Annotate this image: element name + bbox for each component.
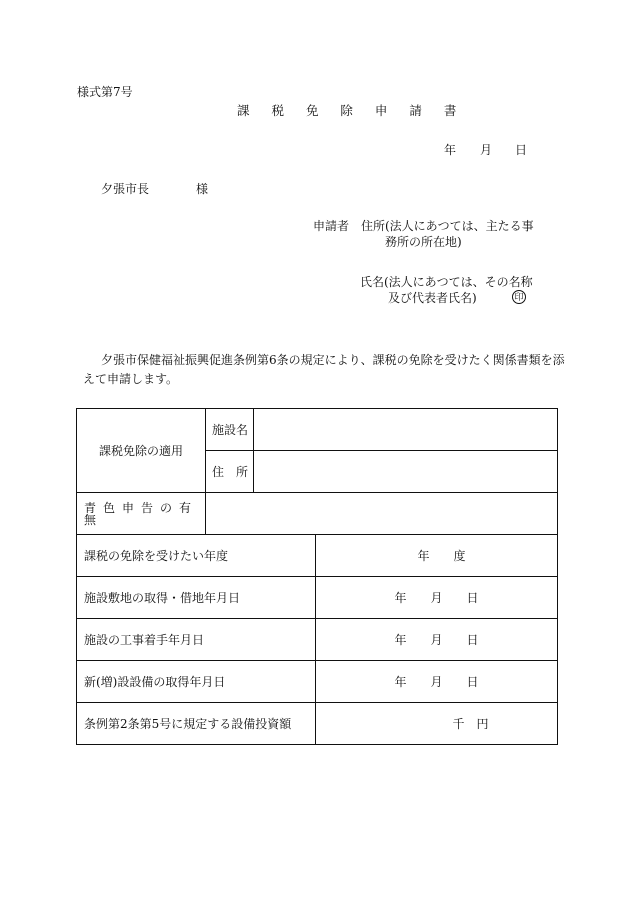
equipment-acquisition-date-value: 年 月 日 — [394, 674, 479, 689]
application-label-cell — [77, 409, 206, 493]
table-row — [77, 661, 558, 703]
construction-start-date-field[interactable] — [316, 619, 558, 661]
table-row — [77, 703, 558, 745]
document-title: 課 税 免 除 申 請 書 — [237, 103, 466, 118]
exemption-year-field[interactable] — [316, 535, 558, 577]
body-line1: 夕張市保健福祉振興促進条例第6条の規定により、課税の免除を受けたく関係書類を添 — [101, 353, 565, 367]
exemption-year-label: 課税の免除を受けたい年度 — [84, 548, 229, 563]
blue-return-row — [77, 493, 558, 535]
equipment-acquisition-label-cell — [77, 661, 316, 703]
blue-return-field[interactable] — [206, 493, 558, 535]
applicant-label: 申請者 — [313, 219, 350, 233]
date-month: 月 — [480, 143, 493, 157]
blue-return-label-cell — [77, 493, 206, 535]
address-field[interactable] — [254, 451, 558, 493]
site-acquisition-label-cell — [77, 577, 316, 619]
equipment-acquisition-date-field[interactable] — [316, 661, 558, 703]
application-label: 課税免除の適用 — [98, 443, 183, 458]
construction-start-label: 施設の工事着手年月日 — [84, 632, 205, 647]
body-line2: えて申請します。 — [83, 372, 179, 386]
applicant-name-line2: 及び代表者氏名) — [388, 291, 477, 305]
application-table — [76, 408, 558, 745]
addressee-honorific: 様 — [196, 182, 209, 196]
construction-start-date-value: 年 月 日 — [394, 632, 479, 647]
site-acquisition-date-field[interactable] — [316, 577, 558, 619]
seal-mark — [512, 290, 526, 304]
address-label-cell — [206, 451, 254, 493]
investment-amount-label-cell — [77, 703, 316, 745]
table-row — [77, 577, 558, 619]
applicant-address-line2: 務所の所在地) — [385, 235, 462, 249]
site-acquisition-label: 施設敷地の取得・借地年月日 — [84, 590, 241, 605]
address-label: 住 所 — [212, 464, 249, 479]
blue-return-label: 青色申告の有無 — [84, 500, 199, 527]
investment-amount-field[interactable] — [316, 703, 558, 745]
investment-amount-label: 条例第2条第5号に規定する設備投資額 — [84, 716, 292, 731]
form-number: 様式第7号 — [77, 85, 133, 99]
applicant-name-line1: 氏名(法人にあつては、その名称 — [360, 275, 533, 289]
site-acquisition-date-value: 年 月 日 — [394, 590, 479, 605]
date-day: 日 — [515, 143, 528, 157]
facility-name-field[interactable] — [254, 409, 558, 451]
table-row — [77, 619, 558, 661]
date-year: 年 — [444, 143, 457, 157]
seal-text: 印 — [512, 290, 526, 304]
facility-name-label: 施設名 — [212, 422, 249, 437]
exemption-year-label-cell — [77, 535, 316, 577]
applicant-address-line1: 住所(法人にあつては、主たる事 — [361, 219, 534, 233]
equipment-acquisition-label: 新(増)設設備の取得年月日 — [84, 674, 226, 689]
construction-start-label-cell — [77, 619, 316, 661]
addressee-name: 夕張市長 — [101, 182, 150, 196]
facility-name-row — [77, 409, 558, 451]
investment-amount-unit: 千 円 — [452, 716, 489, 731]
facility-name-label-cell — [206, 409, 254, 451]
table-row — [77, 535, 558, 577]
exemption-year-value: 年 度 — [417, 548, 466, 563]
